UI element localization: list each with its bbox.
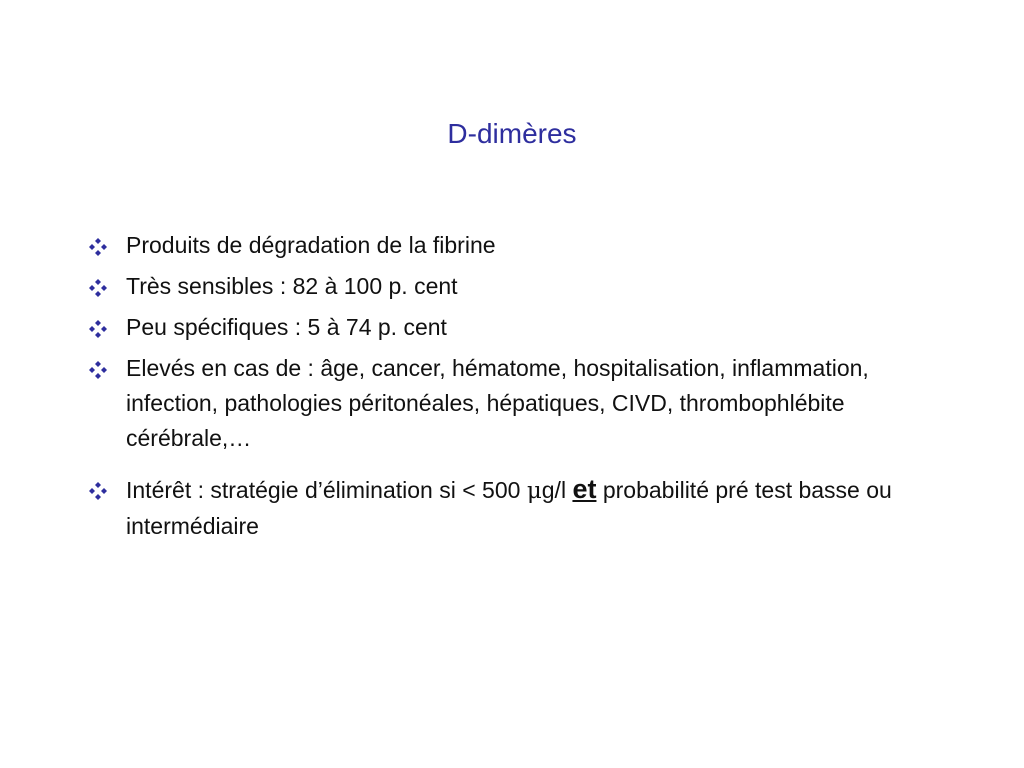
micro-symbol: μ (526, 478, 542, 504)
bullet-text: Elevés en cas de : âge, cancer, hématome, hospitalisation, inflammation, infection, pathologies péritonéales, hépatiques, CIVD, thrombophlébite cérébrale,… (126, 355, 869, 451)
emphasis-text: et (572, 474, 597, 504)
bullet-text: Très sensibles : 82 à 100 p. cent (126, 273, 458, 299)
slide-title: D-dimères (447, 118, 577, 149)
four-diamond-bullet-icon (88, 481, 108, 501)
four-diamond-bullet-icon (88, 360, 108, 380)
bullet-text (126, 474, 892, 539)
bullet-item (88, 472, 938, 544)
bullet-item (88, 228, 938, 263)
bullet-text: Peu spécifiques : 5 à 74 p. cent (126, 314, 447, 340)
bullet-text-after: probabilité pré test basse ou intermédiaire (126, 477, 892, 539)
bullet-item (88, 310, 938, 345)
bullet-text-before: Intérêt : stratégie d’élimination si < 500 (126, 477, 527, 503)
bullet-item (88, 269, 938, 304)
four-diamond-bullet-icon (88, 278, 108, 298)
bullet-item (88, 351, 938, 456)
four-diamond-bullet-icon (88, 237, 108, 257)
bullet-list (88, 228, 938, 550)
four-diamond-bullet-icon (88, 319, 108, 339)
unit-text: g/l (541, 477, 573, 503)
bullet-text: Produits de dégradation de la fibrine (126, 232, 496, 258)
